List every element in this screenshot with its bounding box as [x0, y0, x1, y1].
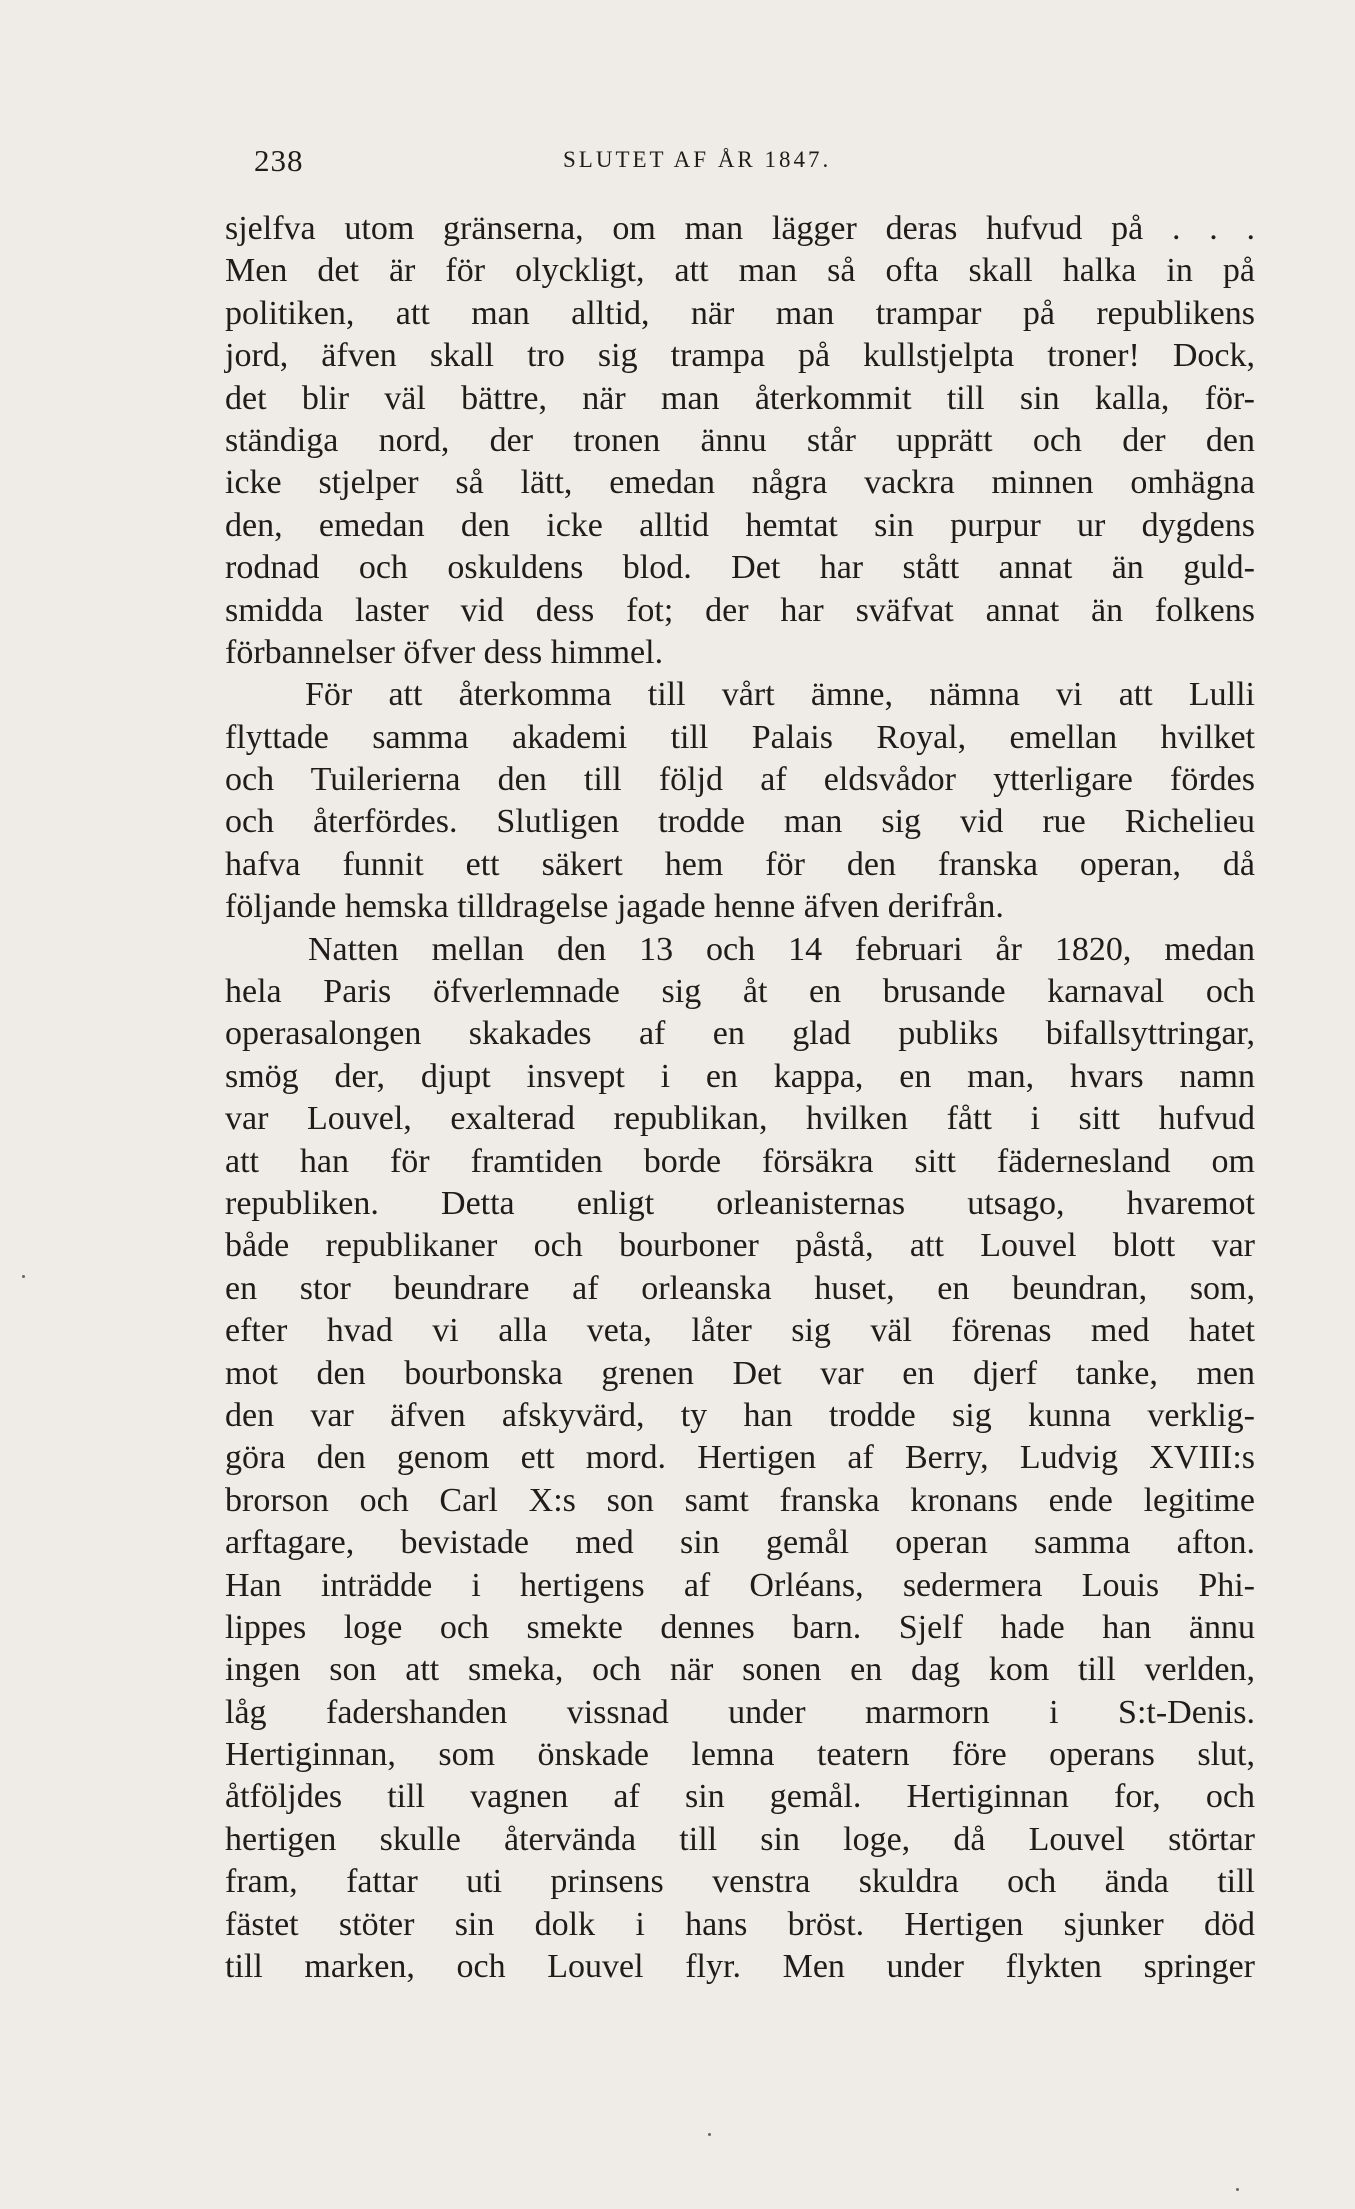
running-head	[254, 143, 914, 183]
text-line: brorson och Carl X:s son samt franska kronans ende legitime	[225, 1481, 1255, 1519]
text-line: rodnad och oskuldens blod. Det har stått annat än guld-	[225, 549, 1255, 587]
text-line: fästet stöter sin dolk i hans bröst. Hertigen sjunker död	[225, 1905, 1255, 1943]
text-line: och återfördes. Slutligen trodde man sig vid rue Richelieu	[225, 803, 1255, 841]
text-line: operasalongen skakades af en glad publiks bifallsyttringar,	[225, 1015, 1255, 1053]
text-line: var Louvel, exalterad republikan, hvilken fått i sitt hufvud	[225, 1100, 1255, 1138]
paper-speck	[708, 2133, 711, 2136]
text-line: smidda laster vid dess fot; der har sväfvat annat än folkens	[225, 591, 1255, 629]
paper-speck	[1236, 2188, 1239, 2191]
text-line: smög der, djupt insvept i en kappa, en man, hvars namn	[225, 1057, 1255, 1095]
text-line: ingen son att smeka, och när sonen en dag kom till verlden,	[225, 1651, 1255, 1689]
text-line: fram, fattar uti prinsens venstra skuldra och ända till	[225, 1863, 1255, 1901]
paper-speck	[22, 1275, 25, 1278]
text-line: icke stjelper så lätt, emedan några vackra minnen omhägna	[225, 464, 1255, 502]
text-line: sjelfva utom gränserna, om man lägger deras hufvud på . . .	[225, 210, 1255, 247]
text-line: politiken, att man alltid, när man trampar på republikens	[225, 294, 1255, 332]
text-line: Men det är för olyckligt, att man så ofta skall halka in på	[225, 252, 1255, 290]
page-number: 238	[254, 143, 304, 178]
text-line: lippes loge och smekte dennes barn. Sjelf hade han ännu	[225, 1608, 1255, 1646]
text-line: Hertiginnan, som önskade lemna teatern före operans slut,	[225, 1736, 1255, 1774]
running-title: SLUTET AF ÅR 1847.	[563, 147, 832, 172]
text-line: flyttade samma akademi till Palais Royal, emellan hvilket	[225, 718, 1255, 756]
text-line: arftagare, bevistade med sin gemål operan samma afton.	[225, 1524, 1255, 1562]
text-line: jord, äfven skall tro sig trampa på kullstjelpta troner! Dock,	[225, 337, 1255, 375]
text-line: den, emedan den icke alltid hemtat sin purpur ur dygdens	[225, 506, 1255, 544]
text-line: republiken. Detta enligt orleanisternas utsago, hvaremot	[225, 1184, 1255, 1222]
text-line: till marken, och Louvel flyr. Men under flykten springer	[225, 1948, 1255, 1986]
text-line: ständiga nord, der tronen ännu står upprätt och der den	[225, 421, 1255, 459]
text-line: att han för framtiden borde försäkra sitt fädernesland om	[225, 1142, 1255, 1180]
text-line: hela Paris öfverlemnade sig åt en brusande karnaval och	[225, 973, 1255, 1011]
body-text	[225, 208, 1255, 1988]
text-line: hertigen skulle återvända till sin loge, då Louvel störtar	[225, 1820, 1255, 1858]
text-line: låg fadershanden vissnad under marmorn i S:t-Denis.	[225, 1693, 1255, 1731]
text-line: en stor beundrare af orleanska huset, en beundran, som,	[225, 1269, 1255, 1307]
text-line: den var äfven afskyvärd, ty han trodde sig kunna verklig-	[225, 1396, 1255, 1434]
text-line: och Tuilerierna den till följd af eldsvådor ytterligare fördes	[225, 761, 1255, 799]
text-line: Han inträdde i hertigens af Orléans, sedermera Louis Phi-	[225, 1566, 1255, 1604]
text-line: göra den genom ett mord. Hertigen af Berry, Ludvig XVIII:s	[225, 1439, 1255, 1477]
text-line: hafva funnit ett säkert hem för den franska operan, då	[225, 845, 1255, 883]
text-line: åtföljdes till vagnen af sin gemål. Hertiginnan for, och	[225, 1778, 1255, 1816]
text-line: det blir väl bättre, när man återkommit till sin kalla, för-	[225, 379, 1255, 417]
text-line: efter hvad vi alla veta, låter sig väl förenas med hatet	[225, 1312, 1255, 1350]
text-line: Natten mellan den 13 och 14 februari år 1820, medan	[308, 930, 1255, 968]
text-line: mot den bourbonska grenen Det var en djerf tanke, men	[225, 1354, 1255, 1392]
text-line: följande hemska tilldragelse jagade henne äfven derifrån.	[225, 888, 1004, 926]
text-line: förbannelser öfver dess himmel.	[225, 633, 664, 671]
text-line: För att återkomma till vårt ämne, nämna vi att Lulli	[305, 676, 1255, 714]
text-line: både republikaner och bourboner påstå, att Louvel blott var	[225, 1227, 1255, 1265]
